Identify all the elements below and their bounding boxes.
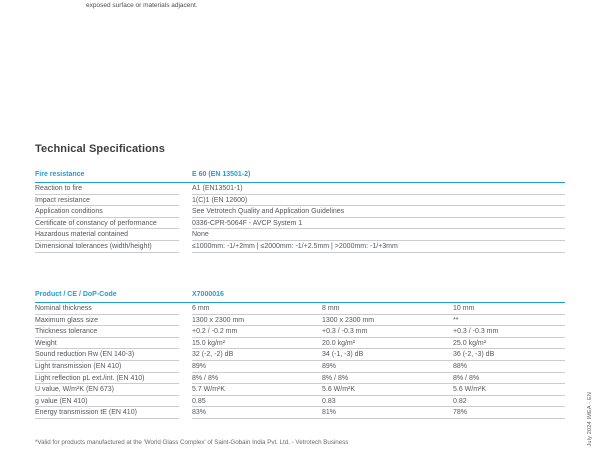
row-values	[192, 407, 565, 419]
row-label: Application conditions	[35, 206, 179, 218]
row-value-10mm: 25.0 kg/m²	[453, 339, 487, 347]
row-value-6mm: 8% / 8%	[192, 374, 219, 382]
row-value-6mm: 0.85	[192, 397, 206, 405]
row-value: 1(C)1 (EN 12600)	[192, 195, 565, 207]
product-table-header-label: Product / CE / DoP-Code	[35, 291, 117, 298]
row-value-8mm: 34 (-1, -3) dB	[322, 351, 364, 359]
row-value-8mm: 5.6 W/m²K	[322, 386, 356, 394]
row-value-6mm: 32 (-2, -2) dB	[192, 351, 234, 359]
row-label: Impact resistance	[35, 195, 179, 207]
row-label: Thickness tolerance	[35, 326, 179, 338]
table-row	[35, 206, 565, 218]
product-table-header-value: X7000016	[192, 291, 224, 298]
row-value-8mm: 8% / 8%	[322, 374, 349, 382]
row-value-10mm: 78%	[453, 409, 468, 417]
table-row	[35, 361, 565, 373]
row-values	[192, 384, 565, 396]
fire-table-header-value: E 60 (EN 13501-2)	[192, 171, 251, 178]
row-label: Sound reduction Rw (EN 140-3)	[35, 349, 179, 361]
row-label: Energy transmission tE (EN 410)	[35, 407, 179, 419]
row-value-8mm: 0.83	[322, 397, 336, 405]
row-value-6mm: 83%	[192, 409, 207, 417]
fire-table-header	[35, 170, 565, 183]
product-ce-dop-table	[35, 290, 565, 419]
row-values	[192, 396, 565, 408]
row-label: Dimensional tolerances (width/height)	[35, 241, 179, 253]
row-label: Hazardous material contained	[35, 229, 179, 241]
table-row	[35, 241, 565, 253]
row-value: A1 (EN13501-1)	[192, 183, 565, 195]
table-row	[35, 384, 565, 396]
intro-paragraph-tail: exposed surface or materials adjacent.	[86, 2, 198, 9]
row-values	[192, 349, 565, 361]
row-values	[192, 326, 565, 338]
row-value-8mm: 89%	[322, 362, 337, 370]
row-value-8mm: 81%	[322, 409, 337, 417]
product-table-rows	[35, 303, 565, 419]
row-value-6mm: 6 mm	[192, 305, 210, 312]
document-edition-label: July 2024 IMEA - EN	[587, 392, 593, 447]
row-value-10mm: +0.3 / -0.3 mm	[453, 328, 499, 336]
row-value-10mm: 0.82	[453, 397, 467, 405]
fire-table-header-label: Fire resistance	[35, 171, 85, 178]
row-value-8mm: 20.0 kg/m²	[322, 339, 356, 347]
table-row	[35, 407, 565, 419]
table-row	[35, 396, 565, 408]
row-value-6mm: 1300 x 2300 mm	[192, 316, 245, 324]
row-value-10mm: **	[453, 316, 459, 324]
row-value-8mm: 8 mm	[322, 305, 340, 312]
row-label: g value (EN 410)	[35, 396, 179, 408]
row-value-10mm: 5.6 W/m²K	[453, 386, 487, 394]
table-row	[35, 338, 565, 350]
row-values	[192, 338, 565, 350]
table-row	[35, 195, 565, 207]
row-values	[192, 315, 565, 327]
row-value-10mm: 88%	[453, 362, 468, 370]
row-label: Light reflection pL ext./int. (EN 410)	[35, 373, 179, 385]
row-label: Reaction to fire	[35, 183, 179, 195]
table-row	[35, 183, 565, 195]
row-values	[192, 361, 565, 373]
row-value: None	[192, 229, 565, 241]
row-values	[192, 373, 565, 385]
row-value-10mm: 10 mm	[453, 305, 475, 312]
row-value: See Vetrotech Quality and Application Guidelines	[192, 206, 565, 218]
row-value-8mm: +0.3 / -0.3 mm	[322, 328, 368, 336]
row-value-6mm: +0.2 / -0.2 mm	[192, 328, 238, 336]
row-value-10mm: 8% / 8%	[453, 374, 480, 382]
row-value: 0336-CPR-5064F - AVCP System 1	[192, 218, 565, 230]
row-value-6mm: 15.0 kg/m²	[192, 339, 226, 347]
page-title: Technical Specifications	[35, 143, 165, 155]
row-value-8mm: 1300 x 2300 mm	[322, 316, 375, 324]
row-value-10mm: 36 (-2, -3) dB	[453, 351, 495, 359]
row-value: ≤1000mm: -1/+2mm | ≤2000mm: -1/+2.5mm | >2000mm: -1/+3mm	[192, 241, 565, 253]
table-row	[35, 349, 565, 361]
table-row	[35, 303, 565, 315]
product-table-header	[35, 290, 565, 303]
fire-table-rows	[35, 183, 565, 253]
footnote: *Valid for products manufactured at the 'World Glass Complex' of Saint-Gobain India Pvt. Ltd. - Vetrotech Business	[35, 439, 349, 446]
row-label: Nominal thickness	[35, 303, 179, 315]
table-row	[35, 218, 565, 230]
table-row	[35, 229, 565, 241]
table-row	[35, 315, 565, 327]
row-label: Certificate of constancy of performance	[35, 218, 179, 230]
row-label: Weight	[35, 338, 179, 350]
row-label: U value, W/m²K (EN 673)	[35, 384, 179, 396]
row-value-6mm: 89%	[192, 362, 207, 370]
table-row	[35, 326, 565, 338]
row-value-6mm: 5.7 W/m²K	[192, 386, 226, 394]
table-row	[35, 373, 565, 385]
row-label: Light transmission (EN 410)	[35, 361, 179, 373]
fire-resistance-table	[35, 170, 565, 253]
row-label: Maximum glass size	[35, 315, 179, 327]
row-values	[192, 303, 565, 315]
